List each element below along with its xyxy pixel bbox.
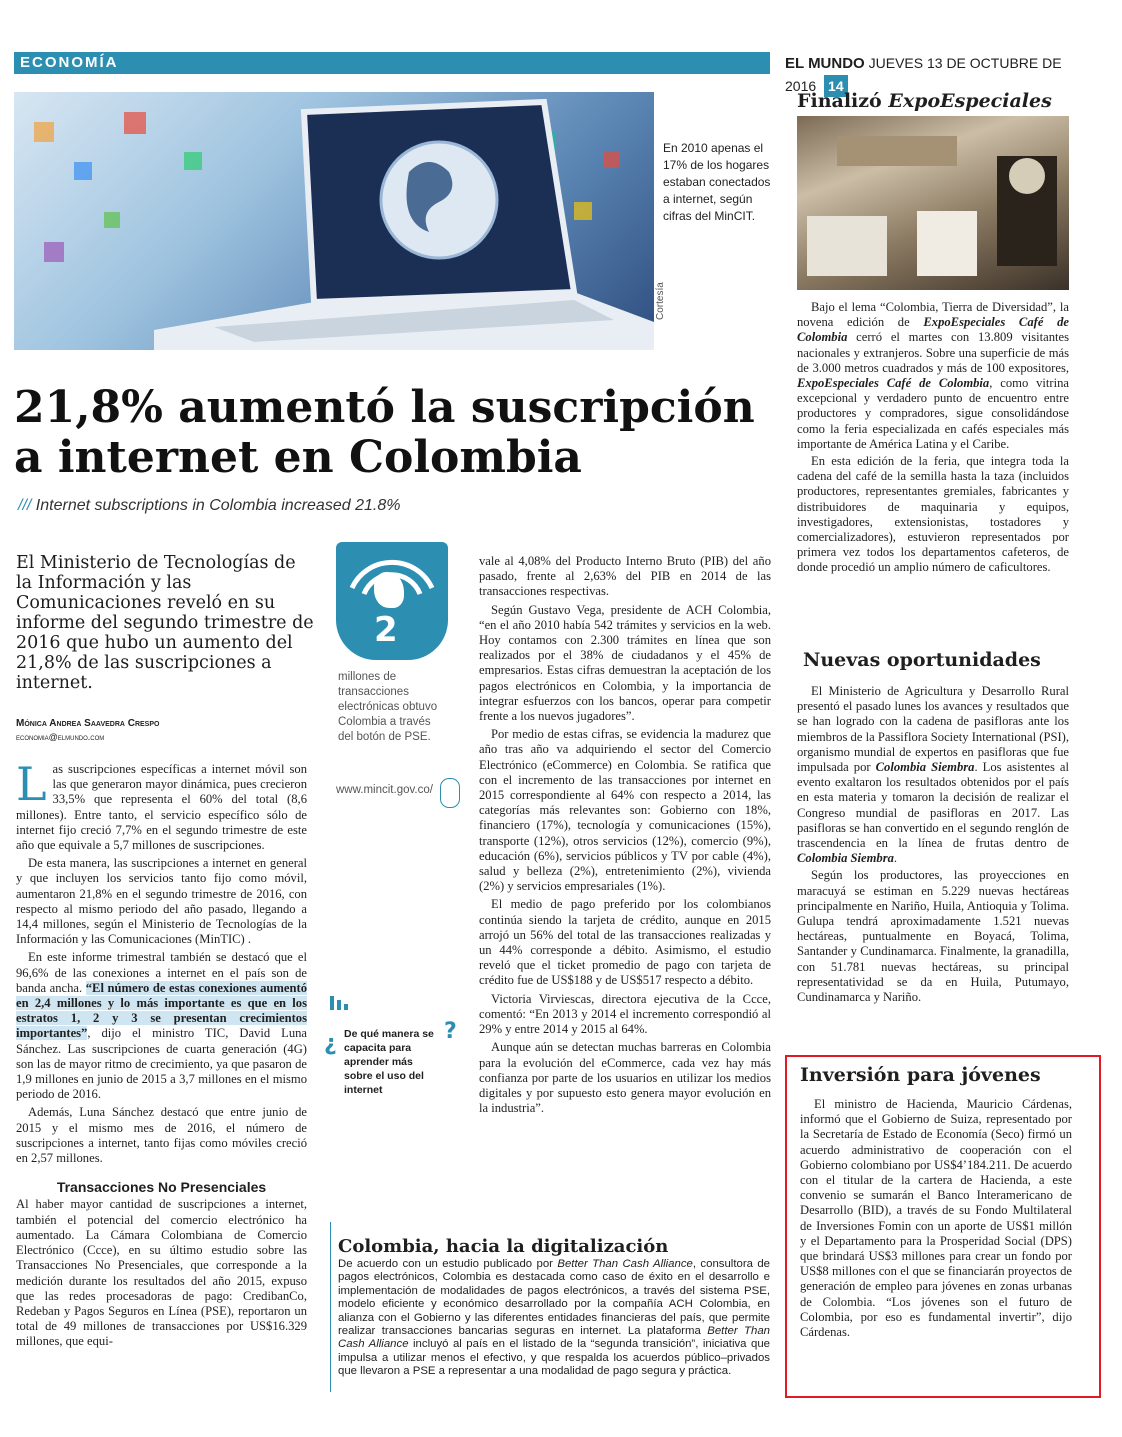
question-box <box>324 1019 468 1097</box>
expo-body <box>797 300 1069 578</box>
paragraph: Al haber mayor cantidad de suscripciones a internet, también el potencial del comercio electrónico ha aumentado. La Cámara Colombiana de Comercio Electrónico (Ccce), en su último estudio sobre las Transacciones No Presenciales, que corresponde a la medición durante los resultados del año 2015, expuso que las redes procesadoras de pago: CredibanCo, Redeban y Pagos Seguros en Línea (PSE), reportaron un total de 49 millones de transacciones por US$16.329 millones, que equi- <box>16 1197 307 1349</box>
opportunities-body <box>797 684 1069 1007</box>
paragraph: De esta manera, las suscripciones a internet en general y que incluyen los servicios tanto fijo como móvil, aumentaron 21,8% en el segundo trimestre de 2016, con respecto al mismo periodo del año pasado, llegando a 14,4 millones, según el Ministerio de Tecnologías de la Información y las Comunicaciones (MinTIC) . <box>16 856 307 947</box>
infographic-badge <box>336 542 448 660</box>
infographic <box>326 542 466 745</box>
infographic-number: 2 <box>374 610 398 650</box>
highlighted-quote: “El número de estas conexiones aumentó en 2,4 millones y lo más importante es que en los estratos 1, 2 y 3 se presentan crecimientos importantes” <box>16 980 307 1041</box>
paragraph: vale al 4,08% del Producto Interno Bruto (PIB) del año pasado, frente al 2,63% del PIB en 2014 de las transacciones respectivas. <box>479 554 771 599</box>
colombia-map-icon <box>374 572 404 608</box>
mouse-icon <box>440 778 460 808</box>
paragraph-text: . Los asistentes al evento exaltaron los resultados obtenidos por el país en esta materia y tomaron la decisión de realizar el Congreso mundial de pasifloras en 2017. Las pasifloras se han convertido en el segundo renglón de trascendencia en la línea de frutas dentro de <box>797 760 1069 851</box>
box-text-italic: Better Than Cash Alliance <box>557 1258 693 1270</box>
expo-photo <box>797 116 1069 290</box>
paragraph-italic: ExpoEspeciales Café de Colombia <box>797 315 1069 345</box>
close-question-mark: ? <box>444 1019 457 1044</box>
paragraph <box>797 300 1069 452</box>
paragraph <box>16 950 307 1102</box>
paragraph-italic: ExpoEspeciales Café de Colombia <box>797 376 990 391</box>
paper-name: EL MUNDO <box>785 55 865 72</box>
paragraph: Según los productores, las proyecciones en maracuyá se estiman en 5.229 nuevas hectáreas principalmente en Nariño, Huila, Antioquia y Tolima. Gulupa tendrá aproximadamente 1.521 nuevas hectáreas, puntualmente en Boyacá, Tolima, Santander y Cundinamarca. Finalmente, la granadilla, con 51.781 nuevas hectáreas, su principal representatividad se da en Huila, Putumayo, Cundinamarca y Nariño. <box>797 868 1069 1005</box>
paragraph: El medio de pago preferido por los colombianos continúa siendo la tarjeta de crédito, aunque en 2015 arrojó un 56% del total de las transacciones realizadas y un 44% corresponde a débito. Asimismo, el estudio reveló que el ticket promedio de pago con tarjeta de crédito fue de US$188 y de US$517 respecto a débito. <box>479 897 771 988</box>
paragraph-italic: Colombia Siembra <box>797 851 894 866</box>
paragraph-text: El Ministerio de Agricultura y Desarrollo Rural presentó el pasado lunes los avances y resultados que se han logrado con la cadena de pasifloras ante los miembros de la Passiflora Society International (PSI), organismo mundial de expertos en pasifloras que fue impulsada por <box>797 684 1069 775</box>
investment-body <box>800 1097 1072 1342</box>
page-number: 14 <box>824 75 848 97</box>
opportunities-title: Nuevas oportunidades <box>803 649 1041 671</box>
box-text-part: incluyó al país en el listado de la “segunda transición”, iniciativa que impulsa a utilizar menos el efectivo, y que respalda los acuerdos público–privados que llevaron a PSE a representar a una modalidad de pago segura y práctica. <box>338 1338 771 1378</box>
investment-title: Inversión para jóvenes <box>800 1064 1041 1086</box>
expo-title-text: Finalizó <box>797 90 889 112</box>
expo-title-italic: ExpoEspeciales <box>888 90 1052 112</box>
headline: 21,8% aumentó la suscripción a internet en Colombia <box>14 382 755 483</box>
body-column-1 <box>16 757 307 1353</box>
photo-credit: Cortesía <box>655 282 666 320</box>
box-text-part: De acuerdo con un estudio publicado por <box>338 1258 558 1270</box>
expo-title <box>797 90 1077 112</box>
box-text-italic: Better Than Cash Alliance <box>338 1325 770 1351</box>
subheading: Transacciones No Presenciales <box>56 1179 267 1196</box>
lede: El Ministerio de Tecnologías de la Información y las Comunicaciones reveló en su informe del segundo trimestre de 2016 que hubo un aumento del 21,8% de las suscripciones a internet. <box>16 553 314 693</box>
english-subhead <box>18 497 618 515</box>
section-label: ECONOMÍA <box>14 52 770 74</box>
paragraph-text: . <box>893 851 898 866</box>
paragraph-italic: Colombia Siembra <box>875 760 975 775</box>
masthead <box>785 52 1085 94</box>
signal-bars-icon <box>330 996 360 1010</box>
infographic-text: millones de transacciones electrónicas obtuvo Colombia a través del botón de PSE. <box>338 671 438 743</box>
laptop-globe-photo <box>14 92 654 350</box>
question-text: De qué manera se capacita para aprender más sobre el uso del internet <box>344 1028 434 1096</box>
author-email: economia@elmundo.com <box>16 732 105 742</box>
paragraph: Victoria Virviescas, directora ejecutiva de la Ccce, comentó: “En 2013 y 2014 el incremento correspondió al 29% y entre 2014 y 2015 al 64%. <box>479 991 771 1037</box>
paragraph <box>797 684 1069 866</box>
laptop-illustration <box>14 92 654 350</box>
infographic-url[interactable]: www.mincit.gov.co/ <box>336 784 433 796</box>
paragraph: Además, Luna Sánchez destacó que entre junio de 2015 y el mismo mes de 2016, el número de suscripciones a internet, tanto fijas como móviles creció en 2,57 millones. <box>16 1105 307 1166</box>
paragraph: Por medio de estas cifras, se evidencia la madurez que año tras año va adquiriendo el sector del Comercio Electrónico (eCommerce) en Colombia. Se ratifica que con el incremento de las transacciones por internet en 2015 correspondiente al 64% con respecto a 2014, las categorías más relevantes son: Gobierno con 18%, financiero (17%), tecnología y comunicaciones (15%), transporte (12%), otros servicios (12%), comercio (9%), educación (6%), servicios públicos y TV por cable (4%), salud y belleza (2%), entretenimiento (2%), vivienda (2%) y servicios empresariales (1%). <box>479 727 771 894</box>
subhead-text: Internet subscriptions in Colombia increased 21.8% <box>35 497 401 514</box>
paragraph-text: as suscripciones específicas a internet móvil son las que generaron mayor dinámica, pues crecieron 33,5% que representa el 60% del total (8,6 millones). Entre tanto, el servicio específico sólo de internet fijo creció 7,7% en el segundo trimestre de este año que equivale a 5,7 millones de suscripciones. <box>16 762 307 853</box>
dropcap: L <box>16 757 47 811</box>
paragraph <box>16 757 307 853</box>
photo-caption: En 2010 apenas el 17% de los hogares estaban conectados a internet, según cifras del MinCIT. <box>663 141 771 223</box>
paragraph: El ministro de Hacienda, Mauricio Cárdenas, informó que el Gobierno de Suiza, representado por la Secretaría de Estado de Economía (Seco) firmó un acuerdo administrativo de cooperación con el Gobierno colombiano por US$4’184.211. De acuerdo con el titular de la cartera de Hacienda, a este convenio se sumarán el Banco Interamericano de Desarrollo (BID), a través de su Fondo Multilateral de Inversiones Fomin con un aporte de US$1 millón y el Departamento para la Prosperidad Social (DPS) que brindará US$3 millones para crear un fondo por US$8 millones con el que se financiarán proyectos de generación de empleo para jóvenes en zonas urbanas de Colombia. “Los jóvenes son el futuro de Colombia, por eso es fundamental invertir”, dijo Cárdenas. <box>800 1097 1072 1340</box>
subhead-slashes: /// <box>18 497 32 514</box>
byline: Mónica Andrea Saavedra Crespo <box>16 718 160 729</box>
paragraph-text: , como vitrina excepcional y verdadero punto de encuentro entre productores y compradores, sigue consolidándose como la feria especializada en cafés especiales más importante de América Latina y el Caribe. <box>797 376 1069 451</box>
box-rule <box>330 1222 331 1392</box>
paragraph: Según Gustavo Vega, presidente de ACH Colombia, “en el año 2010 había 542 trámites y servicios en la web. Hoy contamos con 2.300 trámites en línea que son realizados por el 38% de ciudadanos y el 45% de empresarios. Estas cifras demuestran la aceptación de los pagos electrónicos en Colombia, y la importancia de integrar esfuerzos con los bancos, operar para competir frente a los nuevos jugadores”. <box>479 602 771 724</box>
digitalization-box <box>338 1236 770 1379</box>
open-question-mark: ¿ <box>324 1031 337 1056</box>
expo-stand-illustration <box>797 116 1069 290</box>
paragraph-text: En este informe trimestral también se destacó que el 96,6% de las conexiones a internet en el país son de banda ancha. <box>16 950 307 995</box>
issue-date: JUEVES 13 DE OCTUBRE DE 2016 <box>785 55 1062 94</box>
paragraph: Aunque aún se detectan muchas barreras en Colombia para la evolución del eCommerce, cada vez hay más confianza por parte de los usuarios en utilizar los medios digitales y por supuesto esto genera mayor evolución en la industria”. <box>479 1040 771 1116</box>
box-title: Colombia, hacia la digitalización <box>338 1236 669 1257</box>
paragraph: En esta edición de la feria, que integra toda la cadena del café de la semilla hasta la taza (incluidos productores, representantes gremiales, fabricantes y distribuidores de maquinaria y equipos, investigadores, extensionistas, tostadores y comercializadores), estuvieron representados por primera vez todos los departamentos cafeteros, de donde procedió un amplio número de caficultores. <box>797 454 1069 575</box>
paragraph-text: cerró el martes con 13.809 visitantes nacionales y extranjeros. Sobre una superficie de más de 3.000 metros cuadrados y más de 100 expositores, <box>797 330 1069 375</box>
box-text-part: , consultora de pagos electrónicos, Colombia es destacada como caso de éxito en el desarrollo e implementación de modalidades de pagos electrónicos, a través del sistema PSE, modelo eficiente y económico desarrollado por la compañía ACH Colombia, en alianza con el Gobierno y las diferentes entidades financieras del país, que permite realizar transacciones bancarias seguras en internet. La plataforma <box>338 1258 771 1338</box>
paragraph-text: Bajo el lema “Colombia, Tierra de Diversidad”, la novena edición de <box>797 300 1069 330</box>
body-column-3 <box>479 554 771 1119</box>
paragraph-text: , dijo el ministro TIC, David Luna Sánchez. Las suscripciones de cuarta generación (4G) son las de mayor ritmo de crecimiento, ya que pasaron de 1,9 millones en junio de 2015 a 3,7 millones en el mismo periodo de 2016. <box>16 1026 307 1102</box>
box-text <box>338 1258 770 1379</box>
